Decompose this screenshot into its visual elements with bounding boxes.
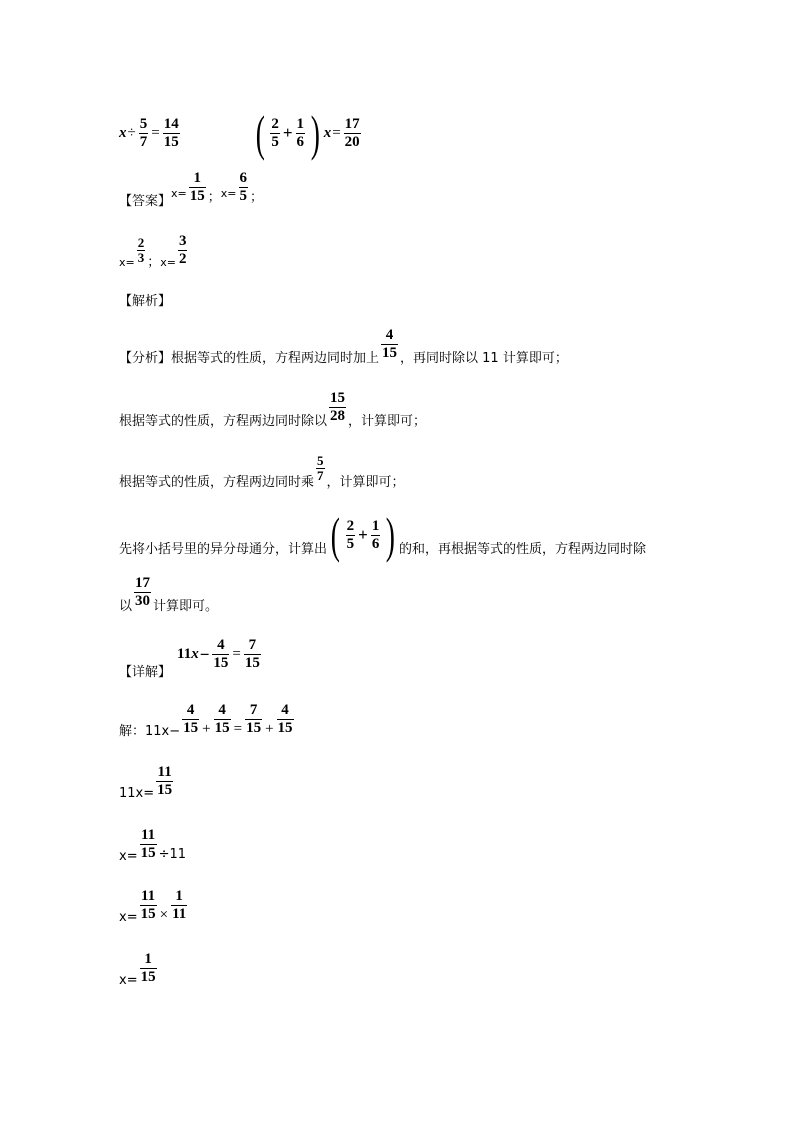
right-paren: ) <box>310 105 320 161</box>
fraction: $\frac{4}{15}$ <box>214 702 230 736</box>
x-equals: x= <box>171 187 187 200</box>
fraction: $\frac{4}{15}$ <box>382 327 398 361</box>
fraction: $\frac{4}{15}$ <box>213 637 229 671</box>
fraction: $\frac{4}{15}$ <box>183 702 199 736</box>
fraction: $\frac{3}{2}$ <box>178 233 187 267</box>
equals-sign: = <box>233 721 243 737</box>
fraction: $\frac{2}{3}$ <box>137 235 145 265</box>
fraction: $\frac{1}{15}$ <box>140 951 156 985</box>
analysis-label: 【解析】 <box>119 294 172 309</box>
fraction: $\frac{2}{5}$ <box>271 115 279 150</box>
minus-sign: − <box>199 644 210 664</box>
solution-step-5: x= $\frac{1}{15}$ <box>119 951 156 988</box>
equals-sign: = <box>151 124 160 141</box>
fraction: $\frac{5}{7}$ <box>139 115 148 150</box>
fraction: $\frac{5}{7}$ <box>317 453 324 483</box>
answer-line-1 <box>119 170 264 209</box>
plus-sign: + <box>282 123 293 142</box>
plus-sign: + <box>202 721 211 737</box>
fraction: $\frac{4}{15}$ <box>277 702 293 736</box>
fraction: $\frac{11}{15}$ <box>157 764 173 798</box>
plus-sign: + <box>265 721 274 737</box>
fraction: $\frac{14}{15}$ <box>163 115 179 150</box>
fraction: $\frac{7}{15}$ <box>246 702 262 736</box>
fraction: $\frac{1}{15}$ <box>189 170 205 204</box>
analysis-line-4: 先将小括号里的异分母通分，计算出 ( $\frac{2}{5}$ + $\frac{1}{6}$ ) 的和，再根据等式的性质，方程两边同时除 <box>119 507 647 563</box>
fraction: $\frac{15}{28}$ <box>330 390 346 424</box>
solution-step-1: 解：11x− $\frac{4}{15}$ + $\frac{4}{15}$ = $\frac{7}{15}$ + $\frac{4}{15}$ <box>119 702 293 739</box>
analysis-line-1: 【分析】根据等式的性质，方程两边同时加上 $\frac{4}{15}$ ，再同时除以 11 计算即可； <box>119 327 568 366</box>
analysis-line-2: 根据等式的性质，方程两边同时除以 $\frac{15}{28}$ ，计算即可； <box>119 390 427 429</box>
right-paren: ) <box>386 507 396 563</box>
divide-sign: ÷ <box>127 124 136 141</box>
detail-label: 【详解】 <box>119 665 172 680</box>
fraction: $\frac{11}{15}$ <box>140 888 156 922</box>
fraction: $\frac{2}{5}$ <box>346 517 355 552</box>
fraction: $\frac{17}{30}$ <box>135 575 151 609</box>
fraction: $\frac{7}{15}$ <box>244 637 260 671</box>
equals-sign: = <box>332 124 341 141</box>
answer-label: 【答案】 <box>119 194 172 209</box>
coefficient: 11 <box>177 646 192 662</box>
analysis-line-3: 根据等式的性质，方程两边同时乘 $\frac{5}{7}$ ，计算即可； <box>119 453 405 490</box>
fraction: $\frac{17}{20}$ <box>344 115 360 150</box>
left-paren: ( <box>255 105 265 161</box>
x-equals: x= <box>119 256 135 269</box>
fraction: $\frac{6}{5}$ <box>239 170 247 204</box>
times-sign: × <box>159 907 169 923</box>
solution-step-2: 11x= $\frac{11}{15}$ <box>119 764 173 801</box>
fraction: $\frac{11}{15}$ <box>140 827 156 861</box>
fraction: $\frac{1}{11}$ <box>172 888 187 922</box>
x-equals: x= <box>220 187 237 200</box>
x-equals: x= <box>160 256 176 269</box>
solution-step-4: x= $\frac{11}{15}$ × $\frac{1}{11}$ <box>119 888 187 925</box>
solution-step-3: x= $\frac{11}{15}$ ÷11 <box>119 827 187 864</box>
detail-header <box>119 637 263 680</box>
separator: ； <box>207 190 221 205</box>
analysis-line-5: 以 $\frac{17}{30}$ 计算即可。 <box>119 575 219 614</box>
var-x: x <box>119 124 127 141</box>
separator: ； <box>250 190 264 205</box>
problem-line <box>119 105 363 161</box>
fraction: $\frac{1}{6}$ <box>296 115 305 150</box>
fraction: $\frac{1}{6}$ <box>371 517 380 552</box>
separator: ； <box>147 255 161 270</box>
plus-sign: + <box>358 525 368 544</box>
left-paren: ( <box>330 507 340 563</box>
answer-line-2 <box>119 233 189 268</box>
equals-sign: = <box>232 646 241 662</box>
var-x: x <box>323 124 332 141</box>
var-x: x <box>191 646 199 662</box>
